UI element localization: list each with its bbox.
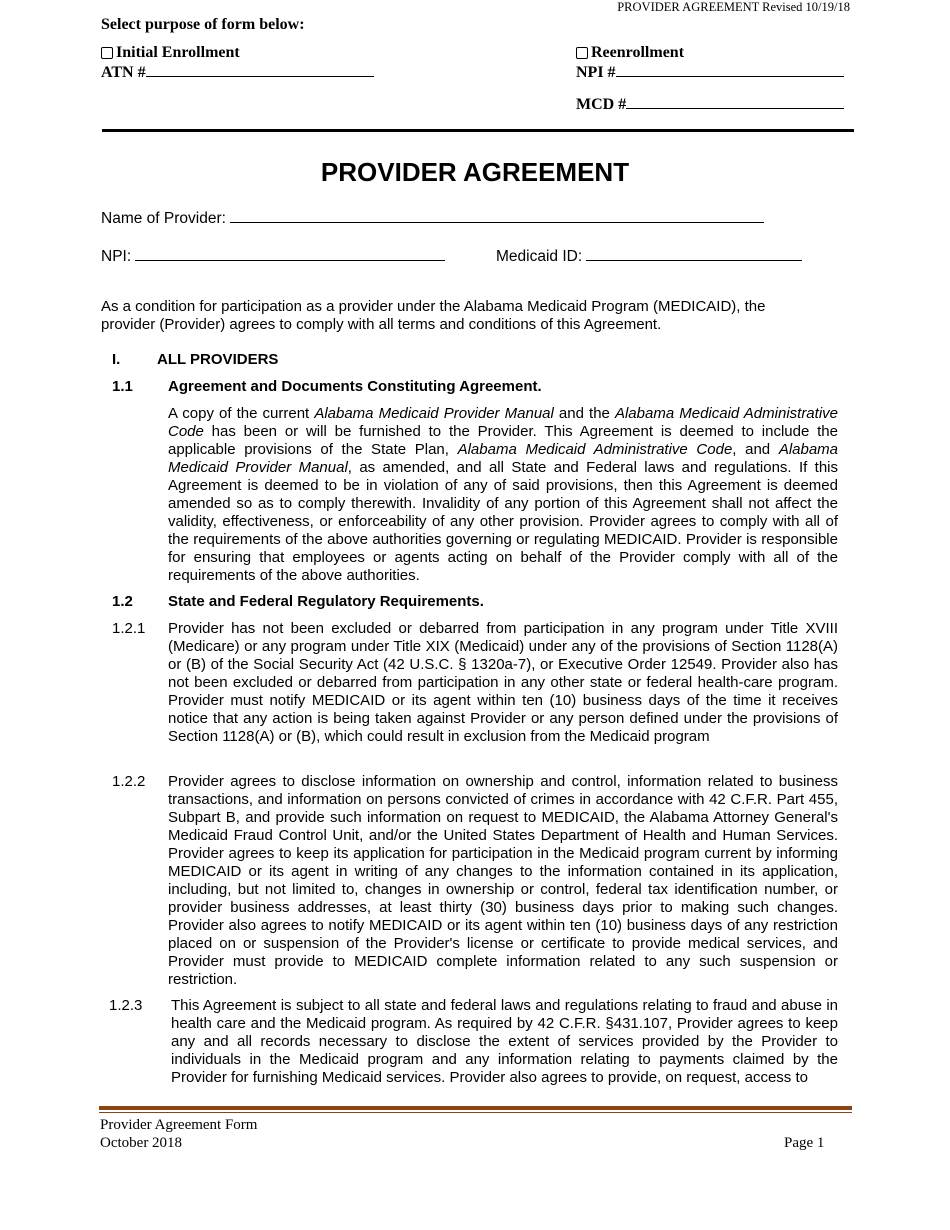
npi-header-line[interactable]	[616, 62, 844, 77]
provider-manual-ref: Alabama Medicaid Provider Manual	[168, 441, 839, 476]
initial-enrollment-option[interactable]	[101, 44, 240, 62]
provider-name-line[interactable]	[230, 208, 764, 223]
npi-line[interactable]	[135, 246, 445, 261]
section-title: ALL PROVIDERS	[157, 351, 279, 368]
subsection-1-2-number: 1.2	[112, 593, 133, 610]
footer-divider	[99, 1106, 852, 1110]
footer-divider-thin	[99, 1112, 852, 1113]
npi-header-field[interactable]	[576, 62, 844, 82]
clause-1-2-2-number: 1.2.2	[112, 773, 146, 790]
admin-code-ref: Alabama Medicaid Administrative Code	[168, 405, 838, 440]
initial-enrollment-label: Initial Enrollment	[116, 44, 240, 61]
clause-1-2-3-number: 1.2.3	[109, 997, 143, 1014]
medicaid-id-field[interactable]	[496, 246, 802, 266]
purpose-label: Select purpose of form below:	[101, 16, 305, 33]
text-run: A copy of the current	[168, 405, 315, 422]
npi-label: NPI:	[101, 248, 132, 265]
atn-label: ATN #	[101, 64, 146, 81]
medicaid-id-line[interactable]	[586, 246, 802, 261]
subsection-1-1-number: 1.1	[112, 378, 133, 395]
atn-line[interactable]	[146, 62, 374, 77]
intro-paragraph: As a condition for participation as a provider under the Alabama Medicaid Program (MEDICAID), the provider (Provider) agrees to comply with all terms and conditions of this Agreement.	[101, 298, 766, 333]
section-number: I.	[112, 351, 121, 368]
provider-name-label: Name of Provider:	[101, 210, 226, 227]
npi-header-label: NPI #	[576, 64, 616, 81]
provider-manual-ref: Alabama Medicaid Provider Manual	[314, 405, 554, 422]
medicaid-id-label: Medicaid ID:	[496, 248, 583, 265]
provider-name-field[interactable]	[101, 208, 764, 228]
text-run: , and	[732, 441, 779, 458]
subsection-1-1-paragraph	[168, 405, 838, 585]
mcd-label: MCD #	[576, 96, 627, 113]
footer-form-name: Provider Agreement Form	[100, 1117, 258, 1133]
text-run: and the	[553, 405, 615, 422]
subsection-1-2-title: State and Federal Regulatory Requirements.	[168, 593, 484, 610]
page-number: Page 1	[784, 1135, 825, 1151]
checkbox-icon[interactable]	[101, 47, 113, 59]
footer-date: October 2018	[100, 1135, 183, 1151]
text-run: has been or will be furnished to the Provider. This Agreement is deemed to include the applicable provisions of the State Plan,	[168, 423, 838, 458]
admin-code-ref: Alabama Medicaid Administrative Code	[457, 441, 733, 458]
checkbox-icon[interactable]	[576, 47, 588, 59]
reenrollment-option[interactable]	[576, 44, 684, 62]
text-run: , as amended, and all State and Federal laws and regulations. If this Agreement is deemed to be in violation of any of said provisions, then this Agreement is deemed amended so as to comply therewith. Invalidity of any portion of this Agreement shall not affect the validity, effectiveness, or enforceability of any other provision. Provider agrees to comply with all of the requirements of the above authorities governing or regulating MEDICAID. Provider is responsible for ensuring that employees or agents acting on behalf of the Provider comply with all of the requirements of the above authorities.	[168, 459, 838, 584]
revision-note: PROVIDER AGREEMENT Revised 10/19/18	[617, 0, 850, 14]
clause-1-2-1-number: 1.2.1	[112, 620, 146, 637]
mcd-field[interactable]	[576, 94, 844, 114]
mcd-line[interactable]	[626, 94, 844, 109]
clause-1-2-2-text: Provider agrees to disclose information on ownership and control, information related to business transactions, and information on persons convicted of crimes in accordance with 42 C.F.R. Part 455, Subpart B, and provide such information on request to MEDICAID, the Alabama Attorney General's Medicaid Fraud Control Unit, and/or the United States Department of Health and Human Services. Provider agrees to keep its application for participation in the Medicaid program current by informing MEDICAID or its agent in writing of any changes to the information contained in its application, including, but not limited to, changes in ownership or control, federal tax identification number, or provider business addresses, at least thirty (30) business days prior to making such changes. Provider also agrees to notify MEDICAID or its agent within ten (10) business days of any restriction placed on or suspension of the Provider's license or certificate to provide medical services, and Provider must provide to MEDICAID complete information related to any such suspension or restriction.	[168, 773, 838, 988]
subsection-1-1-title: Agreement and Documents Constituting Agreement.	[168, 378, 542, 395]
header-divider	[102, 129, 854, 132]
clause-1-2-1-text: Provider has not been excluded or debarred from participation in any program under Title XVIII (Medicare) or any program under Title XIX (Medicaid) under any of the provisions of Section 1128(A) or (B) of the Social Security Act (42 U.S.C. § 1320a-7), or Executive Order 12549. Provider also has not been excluded or debarred from participation in any other state or federal health-care program. Provider must notify MEDICAID or its agent within ten (10) business days of the time it receives notice that any action is being taken against Provider or any person defined under the provisions of Section 1128(A) or (B), which could result in exclusion from the Medicaid program	[168, 620, 838, 745]
reenrollment-label: Reenrollment	[591, 44, 685, 61]
npi-field[interactable]	[101, 246, 445, 266]
page-title: PROVIDER AGREEMENT	[320, 157, 630, 187]
atn-field[interactable]	[101, 62, 374, 82]
clause-1-2-3-text: This Agreement is subject to all state and federal laws and regulations relating to fraud and abuse in health care and the Medicaid program. As required by 42 C.F.R. §431.107, Provider agrees to keep any and all records necessary to disclose the extent of services provided by the Provider to individuals in the Medicaid program and any information relating to payments claimed by the Provider for furnishing Medicaid services. Provider also agrees to provide, on request, access to	[171, 997, 838, 1086]
